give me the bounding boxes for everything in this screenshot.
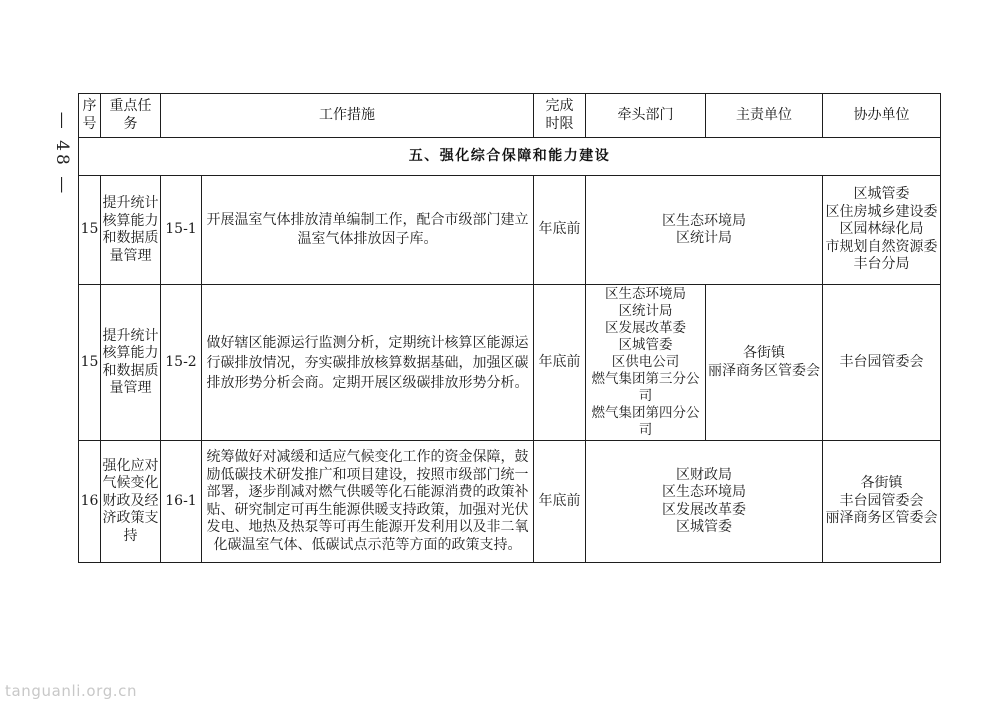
row-assist [823, 176, 941, 285]
assist-unit-item: 区园林绿化局 [839, 221, 924, 238]
lead-dept-item: 燃气集团第三分公司 [591, 371, 700, 404]
responsible-unit-item: 各街镇 [743, 345, 785, 361]
lead-responsible-item: 区城管委 [676, 519, 732, 535]
section-title: 五、强化综合保障和能力建设 [79, 138, 941, 176]
row-responsible [706, 285, 823, 441]
page-number: — 48 — [52, 111, 72, 197]
lead-responsible-item: 区财政局 [676, 466, 732, 483]
row-code: 16-1 [161, 441, 202, 563]
lead-dept-item: 区统计局 [618, 303, 673, 319]
lead-dept-item: 区城管委 [618, 337, 673, 353]
assist-unit-item: 区城管委 [853, 186, 910, 203]
row-measure: 做好辖区能源运行监测分析，定期统计核算区能源运行碳排放情况，夯实碳排放核算数据基础，加强区碳排放形势分析会商。定期开展区级碳排放形势分析。 [202, 285, 534, 441]
row-assist [823, 285, 941, 441]
table-row [79, 285, 941, 441]
assist-unit-item: 市规划自然资源委丰台分局 [825, 238, 938, 273]
row-lead-and-responsible [586, 441, 823, 563]
header-index: 序号 [79, 94, 101, 138]
table-row [79, 176, 941, 285]
assist-unit-item: 丽泽商务区管委会 [825, 510, 938, 527]
header-responsible: 主责单位 [706, 94, 823, 138]
lead-responsible-item: 区发展改革委 [662, 501, 746, 518]
lead-responsible-item: 区生态环境局 [662, 484, 746, 500]
watermark-text: tanguanli.org.cn [5, 682, 138, 700]
table-row [79, 441, 941, 563]
assist-unit-item: 丰台园管委会 [839, 353, 924, 370]
row-lead [586, 285, 706, 441]
lead-responsible-item: 区统计局 [676, 230, 732, 246]
assist-unit-item: 区住房城乡建设委 [825, 203, 938, 220]
row-task: 提升统计核算能力和数据质量管理 [101, 285, 161, 441]
row-lead-and-responsible [586, 176, 823, 285]
table-header-row [79, 94, 941, 138]
responsible-unit-item: 丽泽商务区管委会 [708, 362, 820, 379]
row-task: 提升统计核算能力和数据质量管理 [101, 176, 161, 285]
row-deadline: 年底前 [534, 441, 586, 563]
header-measure: 工作措施 [161, 94, 534, 138]
row-assist [823, 441, 941, 563]
assist-unit-item: 各街镇 [860, 475, 903, 492]
lead-dept-item: 区生态环境局 [605, 286, 686, 302]
lead-responsible-item: 区生态环境局 [662, 212, 746, 229]
row-deadline: 年底前 [534, 285, 586, 441]
row-index: 15 [79, 285, 101, 441]
row-measure: 统筹做好对减缓和适应气候变化工作的资金保障，鼓励低碳技术研发推广和项目建设，按照市级部门统一部署，逐步削减对燃气供暖等化石能源消费的政策补贴、研究制定可再生能源供暖支持政策，加强对光伏发电、地热及热泵等可再生能源开发利用以及非二氧化碳温室气体、低碳试点示范等方面的政策支持。 [202, 441, 534, 563]
lead-dept-item: 区供电公司 [611, 354, 680, 370]
section-row [79, 138, 941, 176]
row-index: 16 [79, 441, 101, 563]
row-code: 15-2 [161, 285, 202, 441]
row-measure: 开展温室气体排放清单编制工作，配合市级部门建立温室气体排放因子库。 [202, 176, 534, 285]
task-table [78, 93, 941, 563]
header-assist: 协办单位 [823, 94, 941, 138]
row-task: 强化应对气候变化财政及经济政策支持 [101, 441, 161, 563]
row-code: 15-1 [161, 176, 202, 285]
assist-unit-item: 丰台园管委会 [839, 492, 924, 509]
lead-dept-item: 燃气集团第四分公司 [591, 405, 700, 438]
row-index: 15 [79, 176, 101, 285]
lead-dept-item: 区发展改革委 [605, 320, 686, 336]
header-lead: 牵头部门 [586, 94, 706, 138]
header-task: 重点任务 [101, 94, 161, 138]
header-deadline: 完成时限 [534, 94, 586, 138]
row-deadline: 年底前 [534, 176, 586, 285]
